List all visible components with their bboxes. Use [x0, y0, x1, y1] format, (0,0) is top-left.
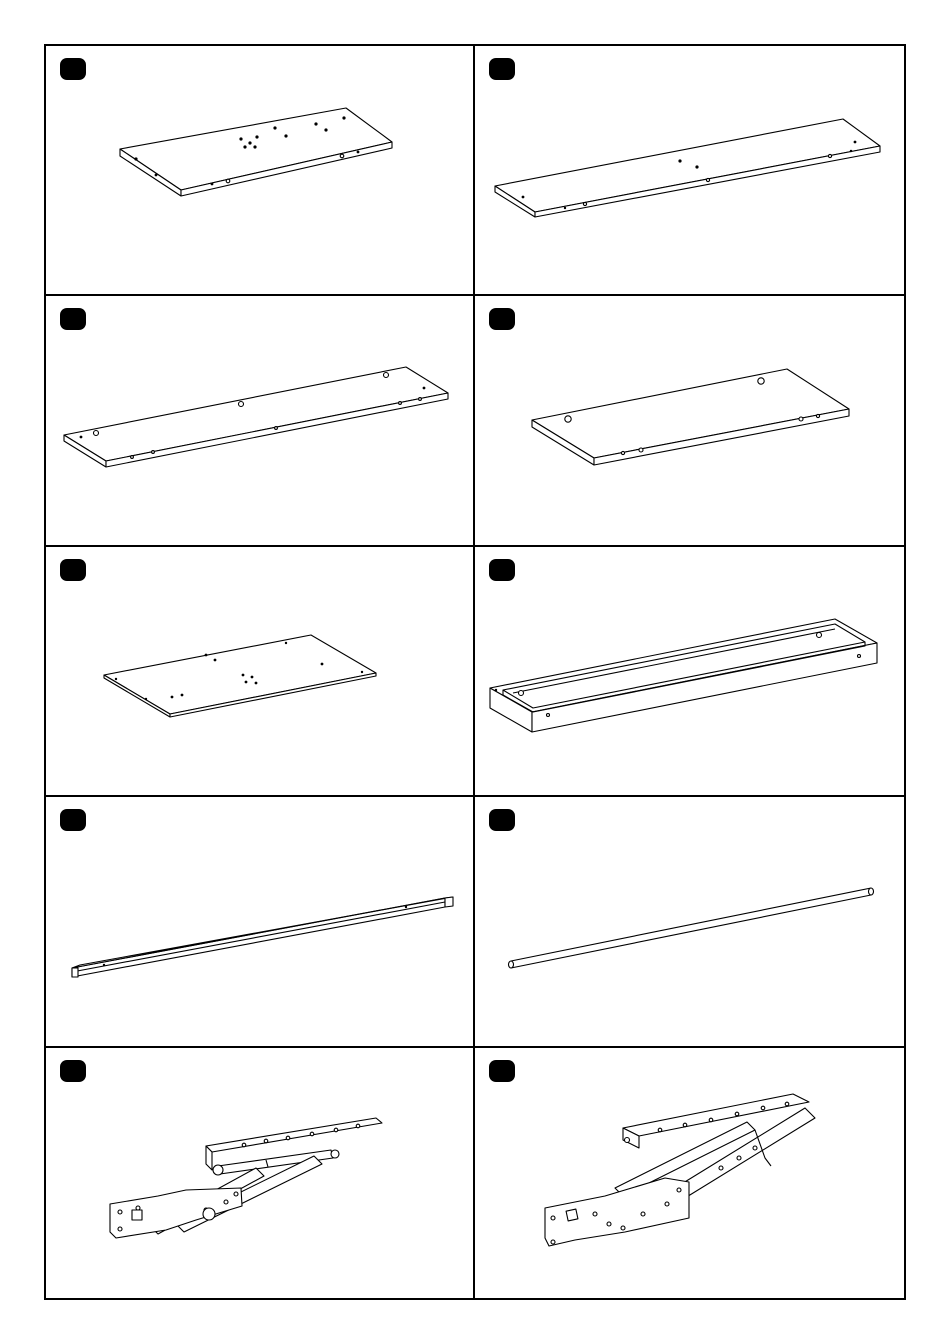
rod-illustration-8 [475, 797, 904, 1047]
part-cell-7 [46, 797, 475, 1048]
part-cell-3 [46, 296, 475, 547]
part-cell-2 [475, 46, 904, 296]
board-illustration-3 [46, 296, 475, 546]
frame-illustration-6 [475, 547, 904, 797]
board-illustration-4 [475, 296, 904, 546]
board-illustration-2 [475, 46, 904, 296]
part-cell-8 [475, 797, 904, 1048]
part-cell-9 [46, 1048, 475, 1298]
part-cell-10 [475, 1048, 904, 1298]
parts-sheet [44, 44, 906, 1300]
mechanism-illustration-10 [475, 1048, 904, 1298]
mechanism-illustration-9 [46, 1048, 475, 1298]
board-illustration-5 [46, 547, 475, 797]
rail-illustration-7 [46, 797, 475, 1047]
parts-grid [46, 46, 904, 1298]
board-illustration-1 [46, 46, 475, 296]
part-cell-4 [475, 296, 904, 547]
part-cell-1 [46, 46, 475, 296]
part-cell-6 [475, 547, 904, 797]
part-cell-5 [46, 547, 475, 797]
